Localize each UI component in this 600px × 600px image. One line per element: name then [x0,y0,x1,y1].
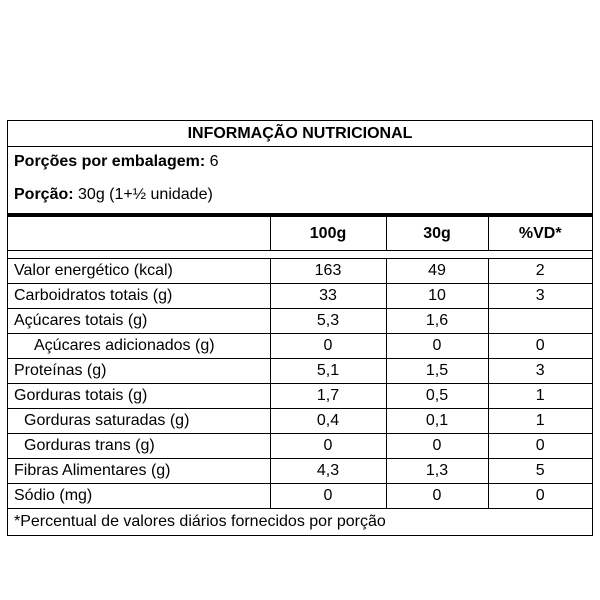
value-vd: 5 [488,459,592,484]
value-30g: 1,3 [386,459,488,484]
table-row [8,384,592,409]
nutrient-name: Sódio (mg) [8,484,270,509]
nutrient-name: Açúcares adicionados (g) [8,334,270,359]
table-row [8,434,592,459]
servings-per-package-value: 6 [205,153,219,170]
table-row [8,309,592,334]
nutrient-name: Gorduras totais (g) [8,384,270,409]
value-30g: 49 [386,259,488,284]
nutrient-name: Proteínas (g) [8,359,270,384]
label-title: INFORMAÇÃO NUTRICIONAL [8,121,592,147]
value-30g: 0 [386,334,488,359]
footnote: *Percentual de valores diários fornecidos por porção [14,513,386,530]
table-row [8,409,592,434]
column-header-30g: 30g [386,217,488,251]
servings-per-package-label: Porções por embalagem: [14,153,206,170]
value-30g: 1,5 [386,359,488,384]
serving-size-value: 30g (1+½ unidade) [73,186,213,203]
nutrient-name: Gorduras saturadas (g) [8,409,270,434]
value-100g: 0 [270,334,386,359]
nutrition-facts-label [7,120,593,536]
table-row [8,259,592,284]
column-header-100g: 100g [270,217,386,251]
column-header-vd: %VD* [488,217,592,251]
value-100g: 0,4 [270,409,386,434]
nutrient-name: Gorduras trans (g) [8,434,270,459]
value-vd: 0 [488,334,592,359]
value-100g: 4,3 [270,459,386,484]
nutrient-name: Fibras Alimentares (g) [8,459,270,484]
nutrition-table [8,217,592,509]
value-30g: 0,5 [386,384,488,409]
serving-size [8,177,592,213]
value-30g: 1,6 [386,309,488,334]
value-100g: 0 [270,434,386,459]
serving-size-label: Porção: [14,186,74,203]
value-100g: 0 [270,484,386,509]
nutrient-name: Valor energético (kcal) [8,259,270,284]
table-row [8,359,592,384]
value-100g: 5,1 [270,359,386,384]
spacer-row [8,251,592,259]
table-row [8,484,592,509]
value-vd: 0 [488,484,592,509]
value-100g: 33 [270,284,386,309]
value-30g: 0 [386,434,488,459]
table-row [8,459,592,484]
nutrient-name: Açúcares totais (g) [8,309,270,334]
column-header-nutrient [8,217,270,251]
table-row [8,334,592,359]
nutrient-name: Carboidratos totais (g) [8,284,270,309]
value-vd: 0 [488,434,592,459]
servings-per-package [8,147,592,177]
value-30g: 0 [386,484,488,509]
value-100g: 1,7 [270,384,386,409]
value-vd [488,309,592,334]
table-row [8,284,592,309]
value-vd: 3 [488,359,592,384]
value-vd: 1 [488,409,592,434]
value-vd: 3 [488,284,592,309]
value-100g: 5,3 [270,309,386,334]
value-vd: 2 [488,259,592,284]
value-vd: 1 [488,384,592,409]
table-header-row [8,217,592,251]
value-100g: 163 [270,259,386,284]
value-30g: 0,1 [386,409,488,434]
value-30g: 10 [386,284,488,309]
